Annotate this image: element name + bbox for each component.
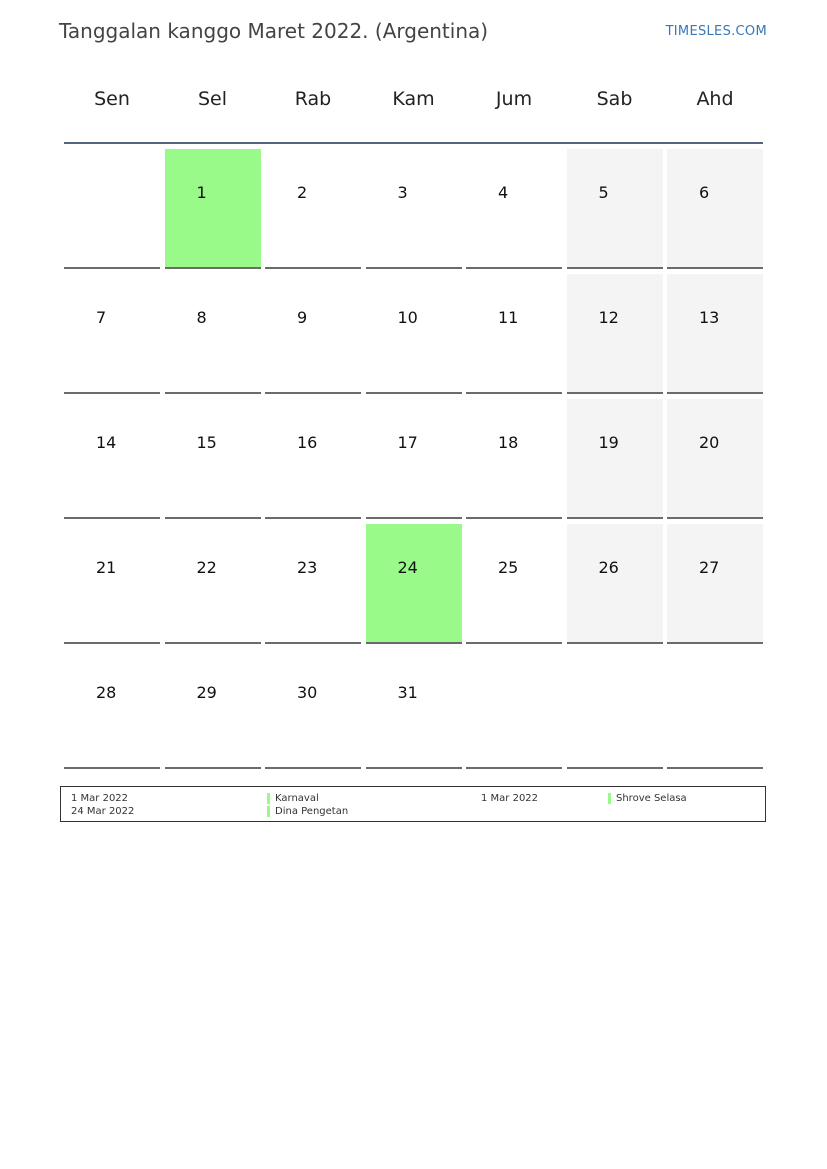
day-cell-13	[667, 274, 763, 394]
day-number: 19	[598, 433, 619, 452]
day-number: 1	[196, 183, 207, 202]
day-number: 24	[397, 558, 418, 577]
brand-link[interactable]: TIMESLES.COM	[665, 24, 767, 39]
day-number: 10	[397, 308, 418, 327]
day-number: 28	[96, 683, 117, 702]
legend-date: 24 Mar 2022	[71, 806, 135, 817]
day-cell-30	[265, 649, 361, 769]
weekday-wed: Rab	[294, 88, 332, 110]
weekday-sat: Sab	[596, 88, 633, 110]
day-cell-6	[667, 149, 763, 269]
day-number: 22	[196, 558, 217, 577]
weekday-mon: Sen	[94, 88, 130, 110]
day-cell-20	[667, 399, 763, 519]
day-cell-empty	[667, 649, 763, 769]
day-cell-28	[64, 649, 160, 769]
day-cell-7	[64, 274, 160, 394]
day-number: 8	[196, 308, 207, 327]
day-cell-24	[366, 524, 462, 644]
day-number: 14	[96, 433, 117, 452]
day-cell-10	[366, 274, 462, 394]
day-cell-18	[466, 399, 562, 519]
day-number: 2	[297, 183, 308, 202]
legend-holiday-name: Shrove Selasa	[616, 793, 687, 804]
weekday-tue: Sel	[197, 88, 228, 110]
day-cell-16	[265, 399, 361, 519]
day-number: 23	[297, 558, 318, 577]
day-cell-empty	[64, 149, 160, 269]
day-number: 6	[699, 183, 710, 202]
day-cell-29	[165, 649, 261, 769]
legend-holiday-name: Karnaval	[275, 793, 319, 804]
day-number: 12	[598, 308, 619, 327]
day-cell-4	[466, 149, 562, 269]
day-cell-25	[466, 524, 562, 644]
day-cell-12	[567, 274, 663, 394]
day-cell-15	[165, 399, 261, 519]
day-cell-1	[165, 149, 261, 269]
header-divider	[64, 142, 763, 144]
day-number: 17	[397, 433, 418, 452]
day-number: 20	[699, 433, 720, 452]
weekday-fri: Jum	[495, 88, 533, 110]
page-title: Tanggalan kanggo Maret 2022. (Argentina)	[59, 19, 489, 43]
day-cell-2	[265, 149, 361, 269]
weekday-thu: Kam	[392, 88, 435, 110]
legend-color-swatch	[608, 793, 611, 804]
day-number: 7	[96, 308, 107, 327]
day-cell-11	[466, 274, 562, 394]
legend-holiday-name: Dina Pengetan	[275, 806, 349, 817]
day-number: 18	[498, 433, 519, 452]
legend-color-swatch	[267, 806, 270, 817]
legend-date: 1 Mar 2022	[71, 793, 129, 804]
day-number: 25	[498, 558, 519, 577]
day-cell-19	[567, 399, 663, 519]
day-number: 11	[498, 308, 519, 327]
day-cell-5	[567, 149, 663, 269]
calendar-grid	[64, 149, 763, 770]
day-cell-26	[567, 524, 663, 644]
day-number: 9	[297, 308, 308, 327]
day-number: 30	[297, 683, 318, 702]
legend-color-swatch	[267, 793, 270, 804]
holiday-legend	[60, 786, 766, 822]
day-cell-21	[64, 524, 160, 644]
day-number: 21	[96, 558, 117, 577]
day-cell-27	[667, 524, 763, 644]
day-number: 26	[598, 558, 619, 577]
day-number: 13	[699, 308, 720, 327]
day-number: 15	[196, 433, 217, 452]
day-cell-14	[64, 399, 160, 519]
day-cell-8	[165, 274, 261, 394]
day-cell-22	[165, 524, 261, 644]
day-number: 16	[297, 433, 318, 452]
day-cell-empty	[567, 649, 663, 769]
day-number: 31	[397, 683, 418, 702]
day-cell-23	[265, 524, 361, 644]
day-cell-3	[366, 149, 462, 269]
weekday-sun: Ahd	[696, 88, 734, 110]
day-number: 29	[196, 683, 217, 702]
legend-date: 1 Mar 2022	[481, 793, 539, 804]
day-number: 5	[598, 183, 609, 202]
day-number: 27	[699, 558, 720, 577]
weekday-header-row	[64, 88, 763, 120]
day-number: 4	[498, 183, 509, 202]
day-cell-31	[366, 649, 462, 769]
day-number: 3	[397, 183, 408, 202]
day-cell-17	[366, 399, 462, 519]
day-cell-9	[265, 274, 361, 394]
day-cell-empty	[466, 649, 562, 769]
